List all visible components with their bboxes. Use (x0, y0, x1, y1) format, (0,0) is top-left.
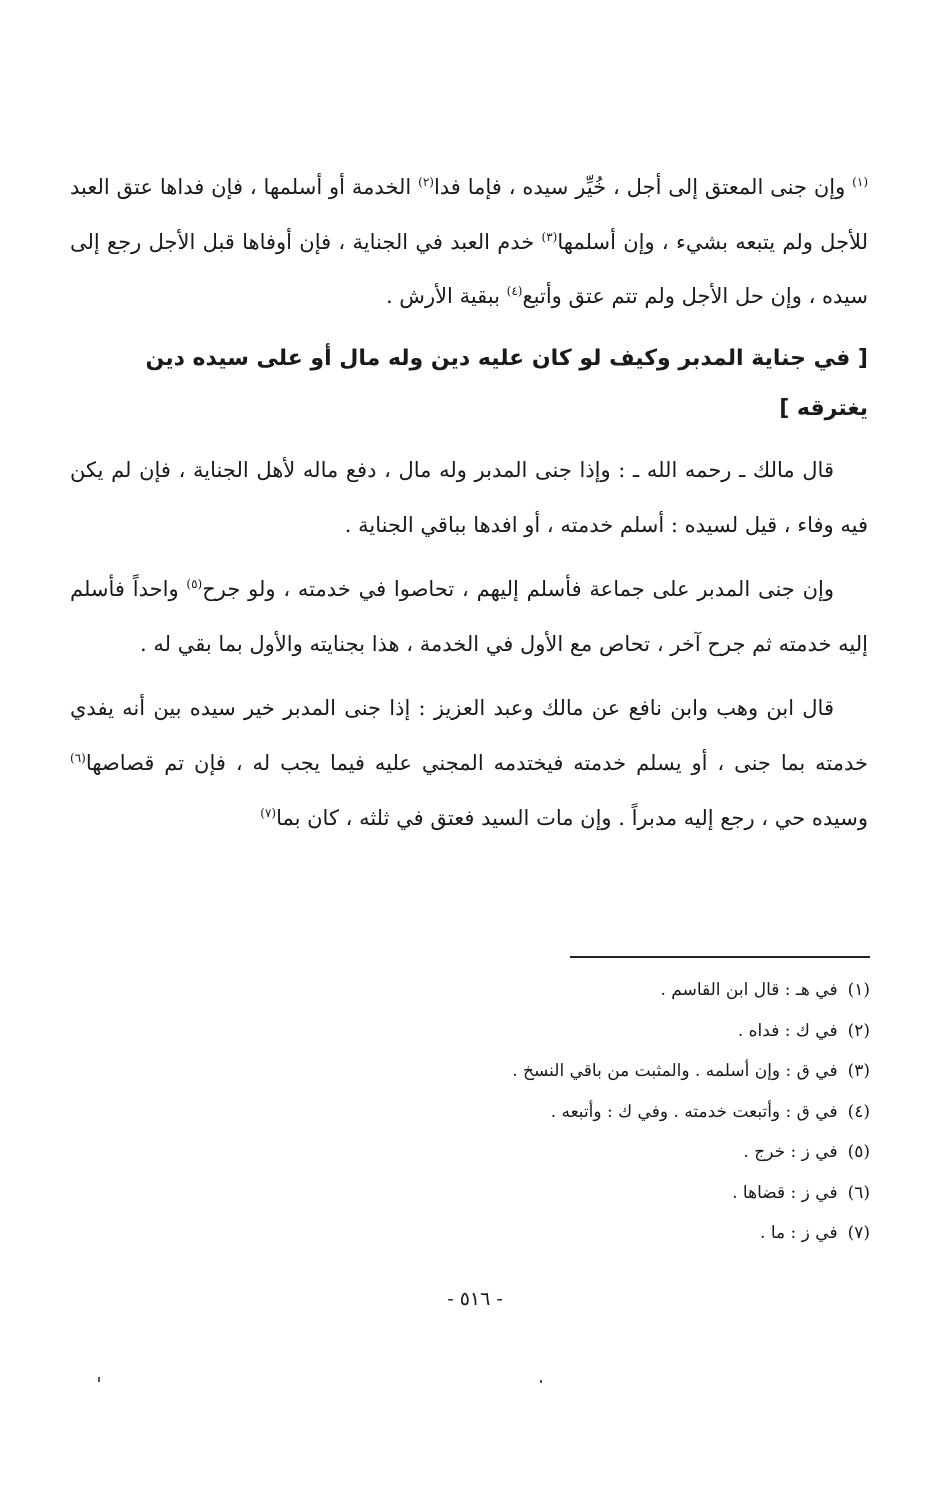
footnote-5 (300, 1132, 870, 1173)
paragraph-4-text-1: قال ابن وهب وابن نافع عن مالك وعبد العزيز : إذا جنى المدبر خير سيده بين أنه يفدي خدمته بما جنى ، أو يسلم خدمته فيختدمه المجني عليه فيما يجب له ، فإن تم قصاصها (70, 696, 868, 775)
footnote-3 (300, 1051, 870, 1092)
footnote-7 (300, 1213, 870, 1254)
section-heading: [ في جناية المدبر وكيف لو كان عليه دين وله مال أو على سيده دين يغترقه ] (145, 345, 868, 422)
footnote-4 (300, 1092, 870, 1133)
footnote-number: (٥) (847, 1142, 870, 1162)
paragraph-4-text-2: وسيده حي ، رجع إليه مدبراً . وإن مات السيد فعتق في ثلثه ، كان بما (276, 805, 868, 830)
paragraph-3-text-2: واحداً فأسلم إليه خدمته ثم جرح آخر ، تحاص مع الأول في الخدمة ، هذا بجنايته والأول بما بقي له . (70, 577, 868, 656)
footnotes (300, 970, 870, 1254)
scan-speck (540, 1380, 542, 1383)
footnote-ref-6: (٦) (70, 750, 86, 765)
footnote-number: (١) (847, 980, 870, 1000)
footnote-number: (٢) (847, 1020, 870, 1041)
scan-speck (98, 1377, 100, 1382)
footnote-6 (300, 1173, 870, 1214)
page-number: - ٥١٦ - (447, 1288, 503, 1310)
footnote-text: في ك : فداه . (737, 1020, 838, 1041)
footnote-ref-2: (٢) (418, 175, 434, 189)
footnote-ref-7: (٧) (260, 805, 277, 820)
footnote-number: (٦) (847, 1182, 870, 1203)
footnote-text: في ز : ما . (760, 1223, 838, 1243)
footnote-text: في ق : وإن أسلمه . والمثبت من باقي النسخ . (512, 1061, 838, 1081)
footnote-number: (٤) (847, 1101, 870, 1122)
footnote-text: في هـ : قال ابن القاسم . (660, 980, 838, 1000)
footnote-text: في ق : وأتبعت خدمته . وفي ك : وأتبعه . (550, 1101, 838, 1122)
paragraph-2: قال مالك ـ رحمه الله ـ : وإذا جنى المدبر وله مال ، دفع ماله لأهل الجناية ، فإن لم يكن فيه وفاء ، قيل لسيده : أسلم خدمته ، أو افدها بباقي الجناية . (70, 457, 868, 537)
footnote-number: (٣) (847, 1061, 870, 1081)
paragraph-1 (70, 160, 868, 324)
paragraph-3-text-1: وإن جنى المدبر على جماعة فأسلم إليهم ، تحاصوا في خدمته ، ولو جرح (202, 577, 834, 602)
main-text (70, 160, 868, 855)
footnote-ref-1: (١) (852, 175, 868, 189)
paragraph-1-text-4: ببقية الأرش . (385, 284, 507, 309)
footnote-ref-4: (٤) (506, 284, 523, 299)
paragraph-1-text-2: الخدمة أو أسلمها ، فإن فداها عتق العبد للأجل ولم يتبعه بشيء ، وإن أسلمها (70, 175, 868, 254)
footnote-text: في ز : قضاها . (732, 1182, 838, 1203)
footnote-ref-3: (٣) (541, 229, 558, 244)
paragraph-4 (70, 681, 868, 845)
footnote-text: في ز : خرج . (743, 1142, 838, 1162)
footnote-divider (570, 956, 870, 958)
footnote-number: (٧) (847, 1223, 870, 1243)
paragraph-3 (70, 562, 868, 671)
footnote-1 (300, 970, 870, 1011)
paragraph-1-text-3: خدم العبد في الجناية ، فإن أوفاها قبل الأجل رجع إلى سيده ، وإن حل الأجل ولم تتم عتق وأتبع (70, 229, 868, 309)
footnote-2 (300, 1011, 870, 1052)
paragraph-1-text-1: وإن جنى المعتق إلى أجل ، خُيِّر سيده ، فإما فدا (433, 175, 853, 199)
footnote-ref-5: (٥) (186, 577, 203, 592)
